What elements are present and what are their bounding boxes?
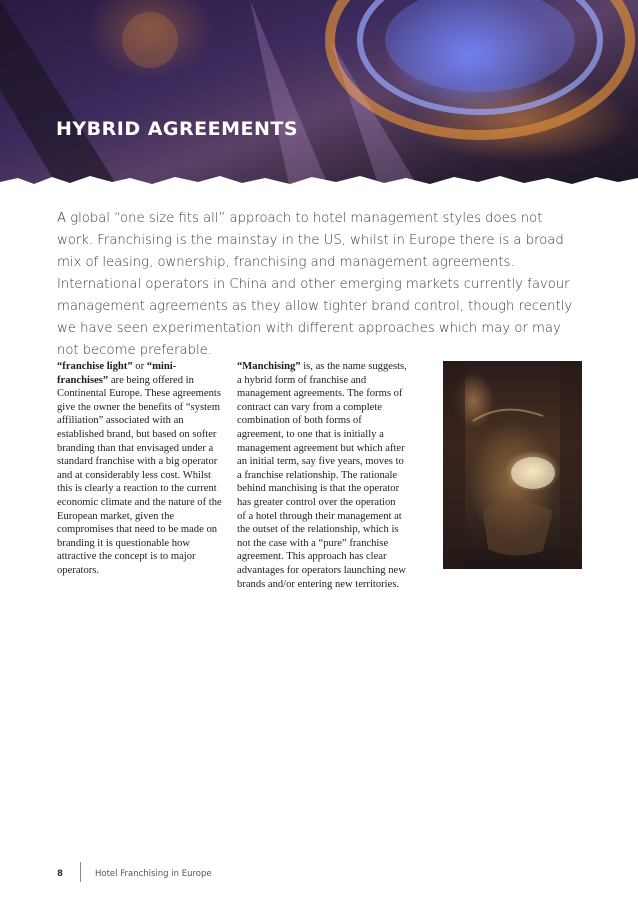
atrium-photo-illustration <box>443 361 582 569</box>
franchise-light-text: are being offered in Continental Europe. These agreements give the owner the benefits of “system affiliation” associated with an established brand, but based on softer branding than that envisaged under a standard franchise with a big operator and at considerably less cost. Whilst this is clearly a reaction to the current economic climate and the nature of the European market, given the compromises that need to be made on branding it is questionable how attractive the concept is to major operators. <box>57 374 222 576</box>
atrium-illustration <box>0 0 638 190</box>
manchising-text: is, as the name suggests, a hybrid form of franchise and management agreements. The forms of contract can vary from a complete combination of both forms of agreement, to one that is initially a management agreement but which after an initial term, say five years, moves to a franchise relationship. The rationale behind manchising is that the operator has greater control over the operation of a hotel through their management at the outset of the relationship, which is not the case with a “pure” franchise agreement. This approach has clear advantages for operators launching new brands and/or entering new territories. <box>237 361 407 590</box>
term-mini-franchises: “mini-franchises” <box>57 361 177 386</box>
hero-image <box>0 0 638 190</box>
page-title: HYBRID AGREEMENTS <box>56 118 299 140</box>
footer-divider <box>80 862 81 882</box>
term-joiner: or <box>132 361 147 372</box>
torn-edge <box>0 168 638 194</box>
term-manchising: “Manchising” <box>237 361 301 372</box>
hotel-atrium-photo <box>443 361 582 569</box>
franchise-light-column <box>57 360 227 578</box>
page-number: 8 <box>57 869 63 879</box>
term-franchise-light: “franchise light” <box>57 361 133 372</box>
intro-paragraph: A global “one size fits all” approach to hotel management styles does not work. Franchising is the mainstay in the US, whilst in Europe there is a broad mix of leasing, ownership, franchising and management agreements. International operators in China and other emerging markets currently favour management agreements as they allow tighter brand control, though recently we have seen experimentation with different approaches which may or may not become preferable. <box>57 211 573 358</box>
manchising-column <box>237 360 407 591</box>
publication-title: Hotel Franchising in Europe <box>95 869 212 879</box>
